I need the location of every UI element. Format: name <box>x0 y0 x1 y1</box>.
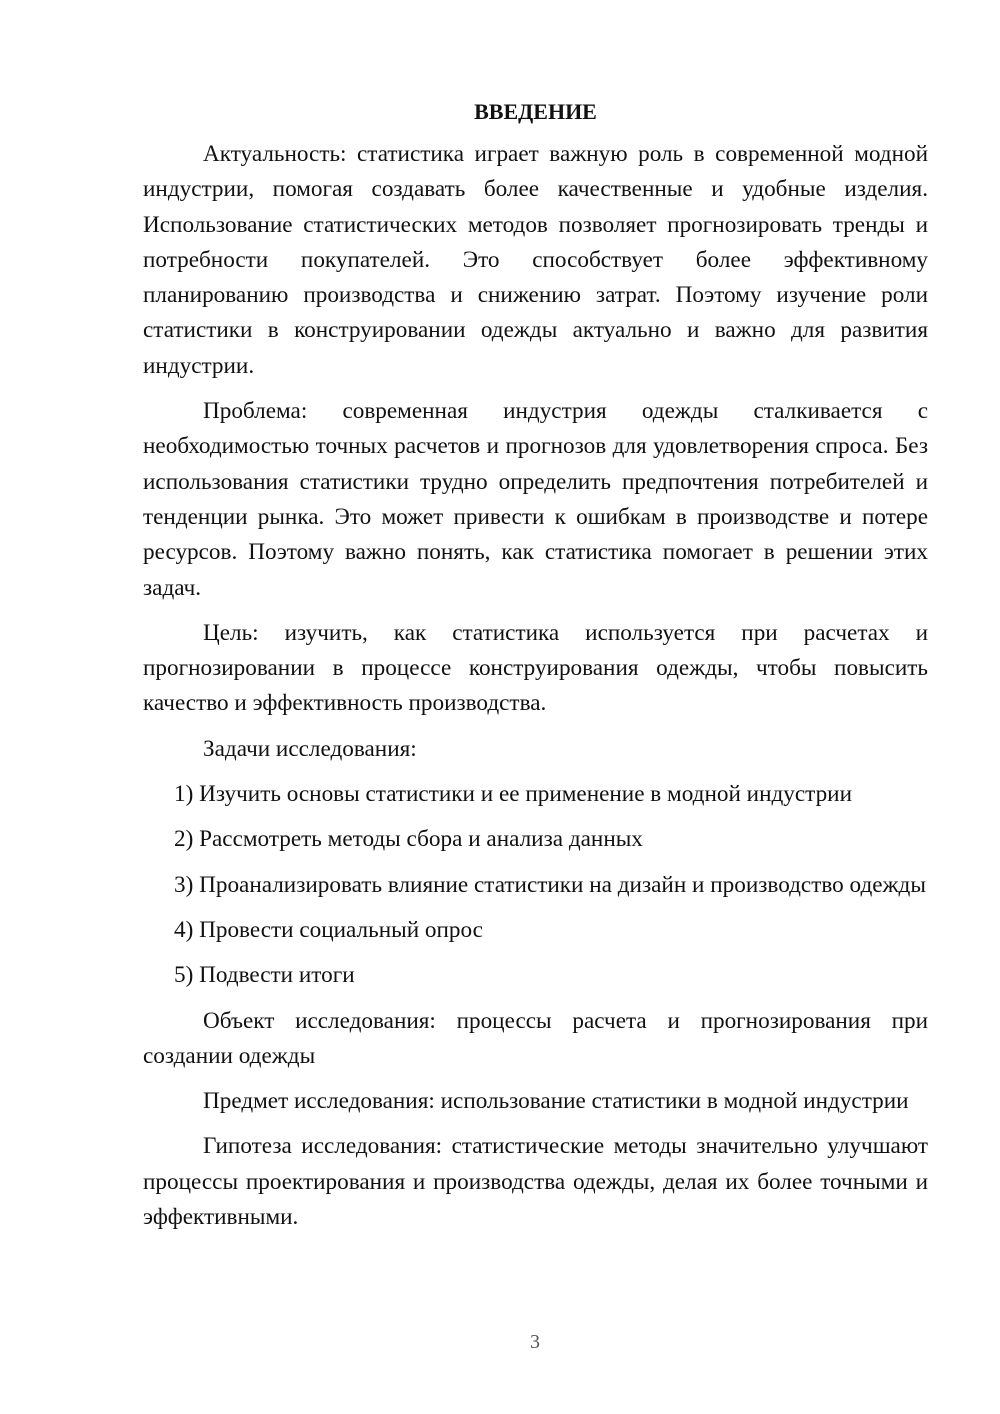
task-item-1: 1) Изучить основы статистики и ее применение в модной индустрии <box>174 781 852 808</box>
page-number: 3 <box>530 1331 540 1353</box>
object-paragraph: Объект исследования: процессы расчета и прогнозирования при создании одежды <box>143 1007 928 1069</box>
relevance-paragraph: Актуальность: статистика играет важную роль в современной модной индустрии, помогая создавать более качественные и удобные изделия. Использование статистических методов позволяет прогнозировать тренды и потребности покупателей. Это способствует более эффективному планированию производства и снижению затрат. Поэтому изучение роли статистики в конструировании одежды актуально и важно для развития индустрии. <box>143 141 928 379</box>
subject-paragraph: Предмет исследования: использование статистики в модной индустрии <box>203 1088 909 1115</box>
page-content <box>143 95 928 1245</box>
tasks-heading: Задачи исследования: <box>203 735 417 762</box>
goal-paragraph: Цель: изучить, как статистика используется при расчетах и прогнозировании в процессе конструирования одежды, чтобы повысить качество и эффективность производства. <box>143 619 928 717</box>
page-title: ВВЕДЕНИЕ <box>474 99 597 124</box>
hypothesis-paragraph: Гипотеза исследования: статистические методы значительно улучшают процессы проектирования и производства одежды, делая их более точными и эффективными. <box>143 1133 928 1231</box>
task-item-2: 2) Рассмотреть методы сбора и анализа данных <box>174 826 643 853</box>
task-item-3: 3) Проанализировать влияние статистики на дизайн и производство одежды <box>174 871 926 898</box>
problem-paragraph: Проблема: современная индустрия одежды сталкивается с необходимостью точных расчетов и прогнозов для удовлетворения спроса. Без использования статистики трудно определить предпочтения потребителей и тенденции рынка. Это может привести к ошибкам в производстве и потере ресурсов. Поэтому важно понять, как статистика помогает в решении этих задач. <box>143 398 928 601</box>
task-item-4: 4) Провести социальный опрос <box>174 916 483 943</box>
task-item-5: 5) Подвести итоги <box>174 962 355 989</box>
